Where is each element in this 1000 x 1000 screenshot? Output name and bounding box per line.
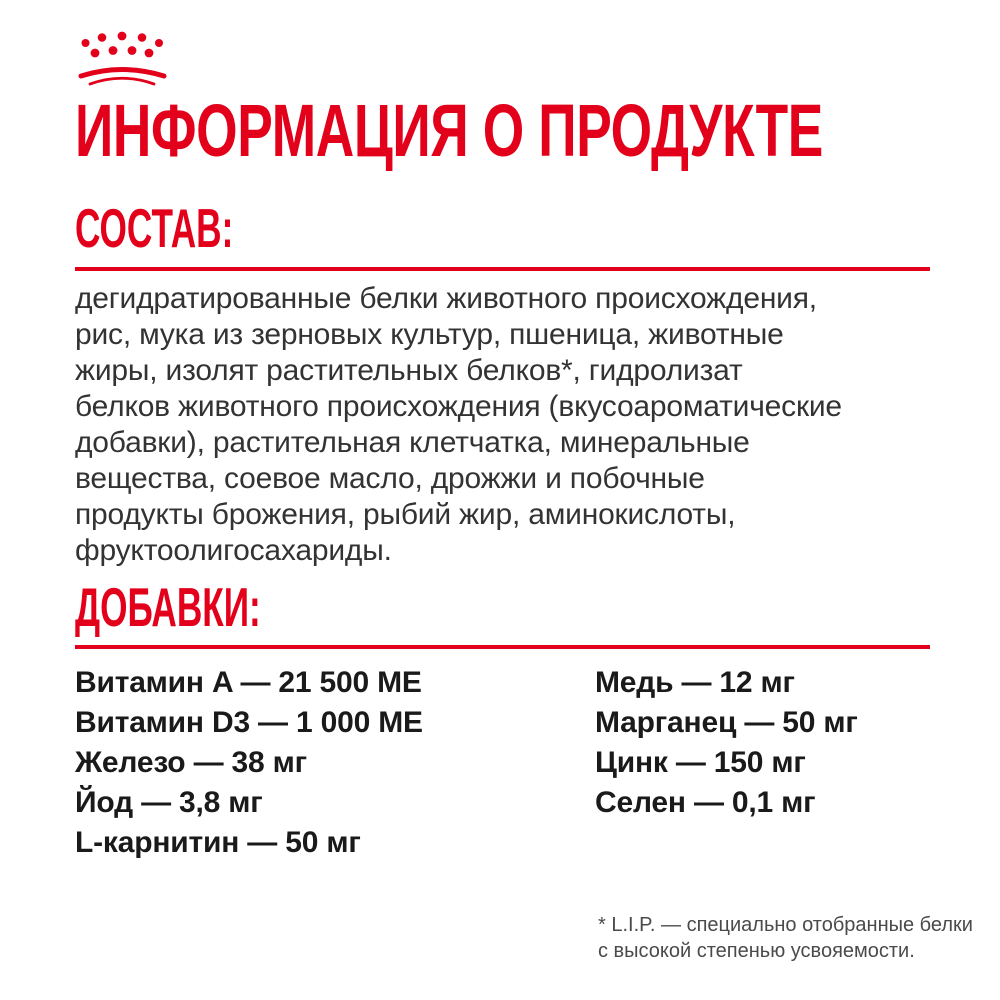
additive-item: L-карнитин — 50 мг [75, 826, 361, 859]
additive-item: Цинк — 150 мг [595, 746, 806, 779]
lip-footnote [598, 912, 973, 964]
composition-line: вещества, соевое масло, дрожжи и побочные [75, 462, 705, 495]
additive-item: Йод — 3,8 мг [75, 786, 263, 819]
composition-line: белков животного происхождения (вкусоароматические [75, 390, 842, 423]
additive-item: Витамин A — 21 500 МЕ [75, 666, 422, 699]
additives-right-column [595, 663, 858, 823]
composition-line: жиры, изолят растительных белков*, гидролизат [75, 354, 743, 387]
additive-item: Марганец — 50 мг [595, 706, 858, 739]
additives-heading: ДОБАВКИ: [75, 576, 261, 638]
composition-line: фруктоолигосахариды. [75, 534, 392, 567]
composition-line: продукты брожения, рыбий жир, аминокислоты, [75, 498, 736, 531]
additive-item: Витамин D3 — 1 000 МЕ [75, 706, 423, 739]
composition-heading: СОСТАВ: [75, 197, 234, 259]
footnote-line: с высокой степенью усвояемости. [598, 940, 915, 962]
composition-divider [75, 267, 930, 271]
composition-text [75, 281, 955, 569]
composition-line: добавки), растительная клетчатка, минеральные [75, 426, 750, 459]
additives-left-column [75, 663, 423, 863]
crown-logo-icon [78, 30, 168, 90]
composition-line: дегидратированные белки животного происхождения, [75, 282, 817, 315]
composition-line: рис, мука из зерновых культур, пшеница, животные [75, 318, 784, 351]
additives-divider [75, 645, 930, 649]
additive-item: Медь — 12 мг [595, 666, 795, 699]
page-title: ИНФОРМАЦИЯ О ПРОДУКТЕ [75, 89, 823, 172]
additive-item: Железо — 38 мг [75, 746, 307, 779]
additive-item: Селен — 0,1 мг [595, 786, 816, 819]
footnote-line: * L.I.P. — специально отобранные белки [598, 914, 973, 936]
